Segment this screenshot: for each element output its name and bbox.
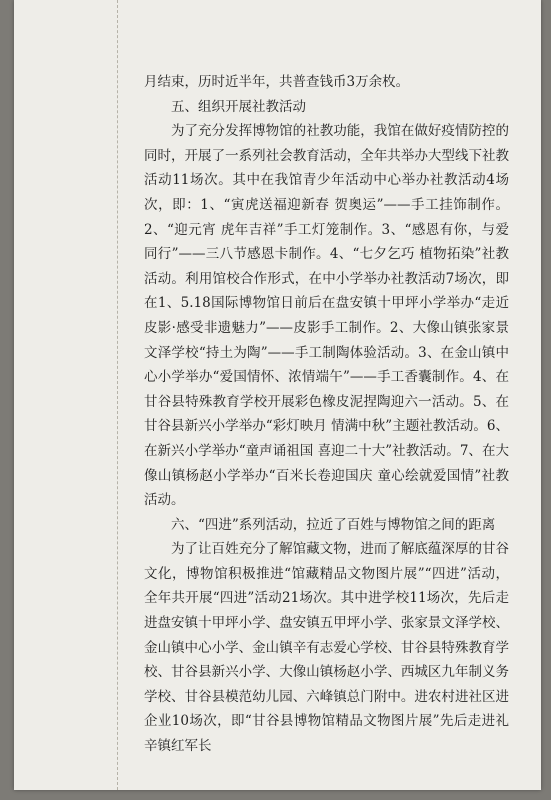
binding-margin-line — [117, 0, 118, 790]
paragraph-continuation: 月结束，历时近半年，共普查钱币3万余枚。 — [144, 74, 410, 90]
document-page — [14, 0, 541, 790]
paragraph-education-activities: 为了充分发挥博物馆的社教功能，我馆在做好疫情防控的同时，开展了一系列社会教育活动，全年共举办大型线下社教活动11场次。其中在我馆青少年活动中心举办社教活动4场次，即：1、“寅虎送福迎新春 贺奥运”——手工挂饰制作。2、“迎元宵 虎年吉祥”手工灯笼制作。3、“感恩有你，与爱同行”——三八节感恩卡制作。4、“七夕乞巧 植物拓染”社教活动。利用馆校合作形式，在中小学举办社教活动7场次，即在1、5.18国际博物馆日前后在盘安镇十甲坪小学举办“走近皮影·感受非遗魅力”——皮影手工制作。2、大像山镇张家景文泽学校“持土为陶”——手工制陶体验活动。3、在金山镇中心小学举办“爱国情怀、浓情端午”——手工香囊制作。4、在甘谷县特殊教育学校开展彩色橡皮泥捏陶迎六一活动。5、在甘谷县新兴小学举办“彩灯映月 情满中秋”主题社教活动。6、在新兴小学举办“童声诵祖国 喜迎二十大”社教活动。7、在大像山镇杨赵小学举办“百米长卷迎国庆 童心绘就爱国情”社教活动。 — [144, 123, 509, 509]
section-heading-five: 五、组织开展社教活动 — [171, 98, 306, 115]
paragraph-four-entries: 为了让百姓充分了解馆藏文物，进而了解底蕴深厚的甘谷文化，博物馆积极推进“馆藏精品文物图片展”“四进”活动，全年共开展“四进”活动21场次。其中进学校11场次，先后走进盘安镇十甲坪小学、盘安镇五甲坪小学、张家景文泽学校、金山镇中心小学、金山镇辛有志爱心学校、甘谷县特殊教育学校、甘谷县新兴小学、大像山镇杨赵小学、西城区九年制义务学校、甘谷县模范幼儿园、六峰镇总门附中。进农村进社区进企业10场次，即“甘谷县博物馆精品文物图片展”先后走进礼辛镇红军长 — [144, 541, 509, 755]
document-body — [144, 70, 509, 759]
section-heading-six: 六、“四进”系列活动，拉近了百姓与博物馆之间的距离 — [171, 516, 496, 533]
